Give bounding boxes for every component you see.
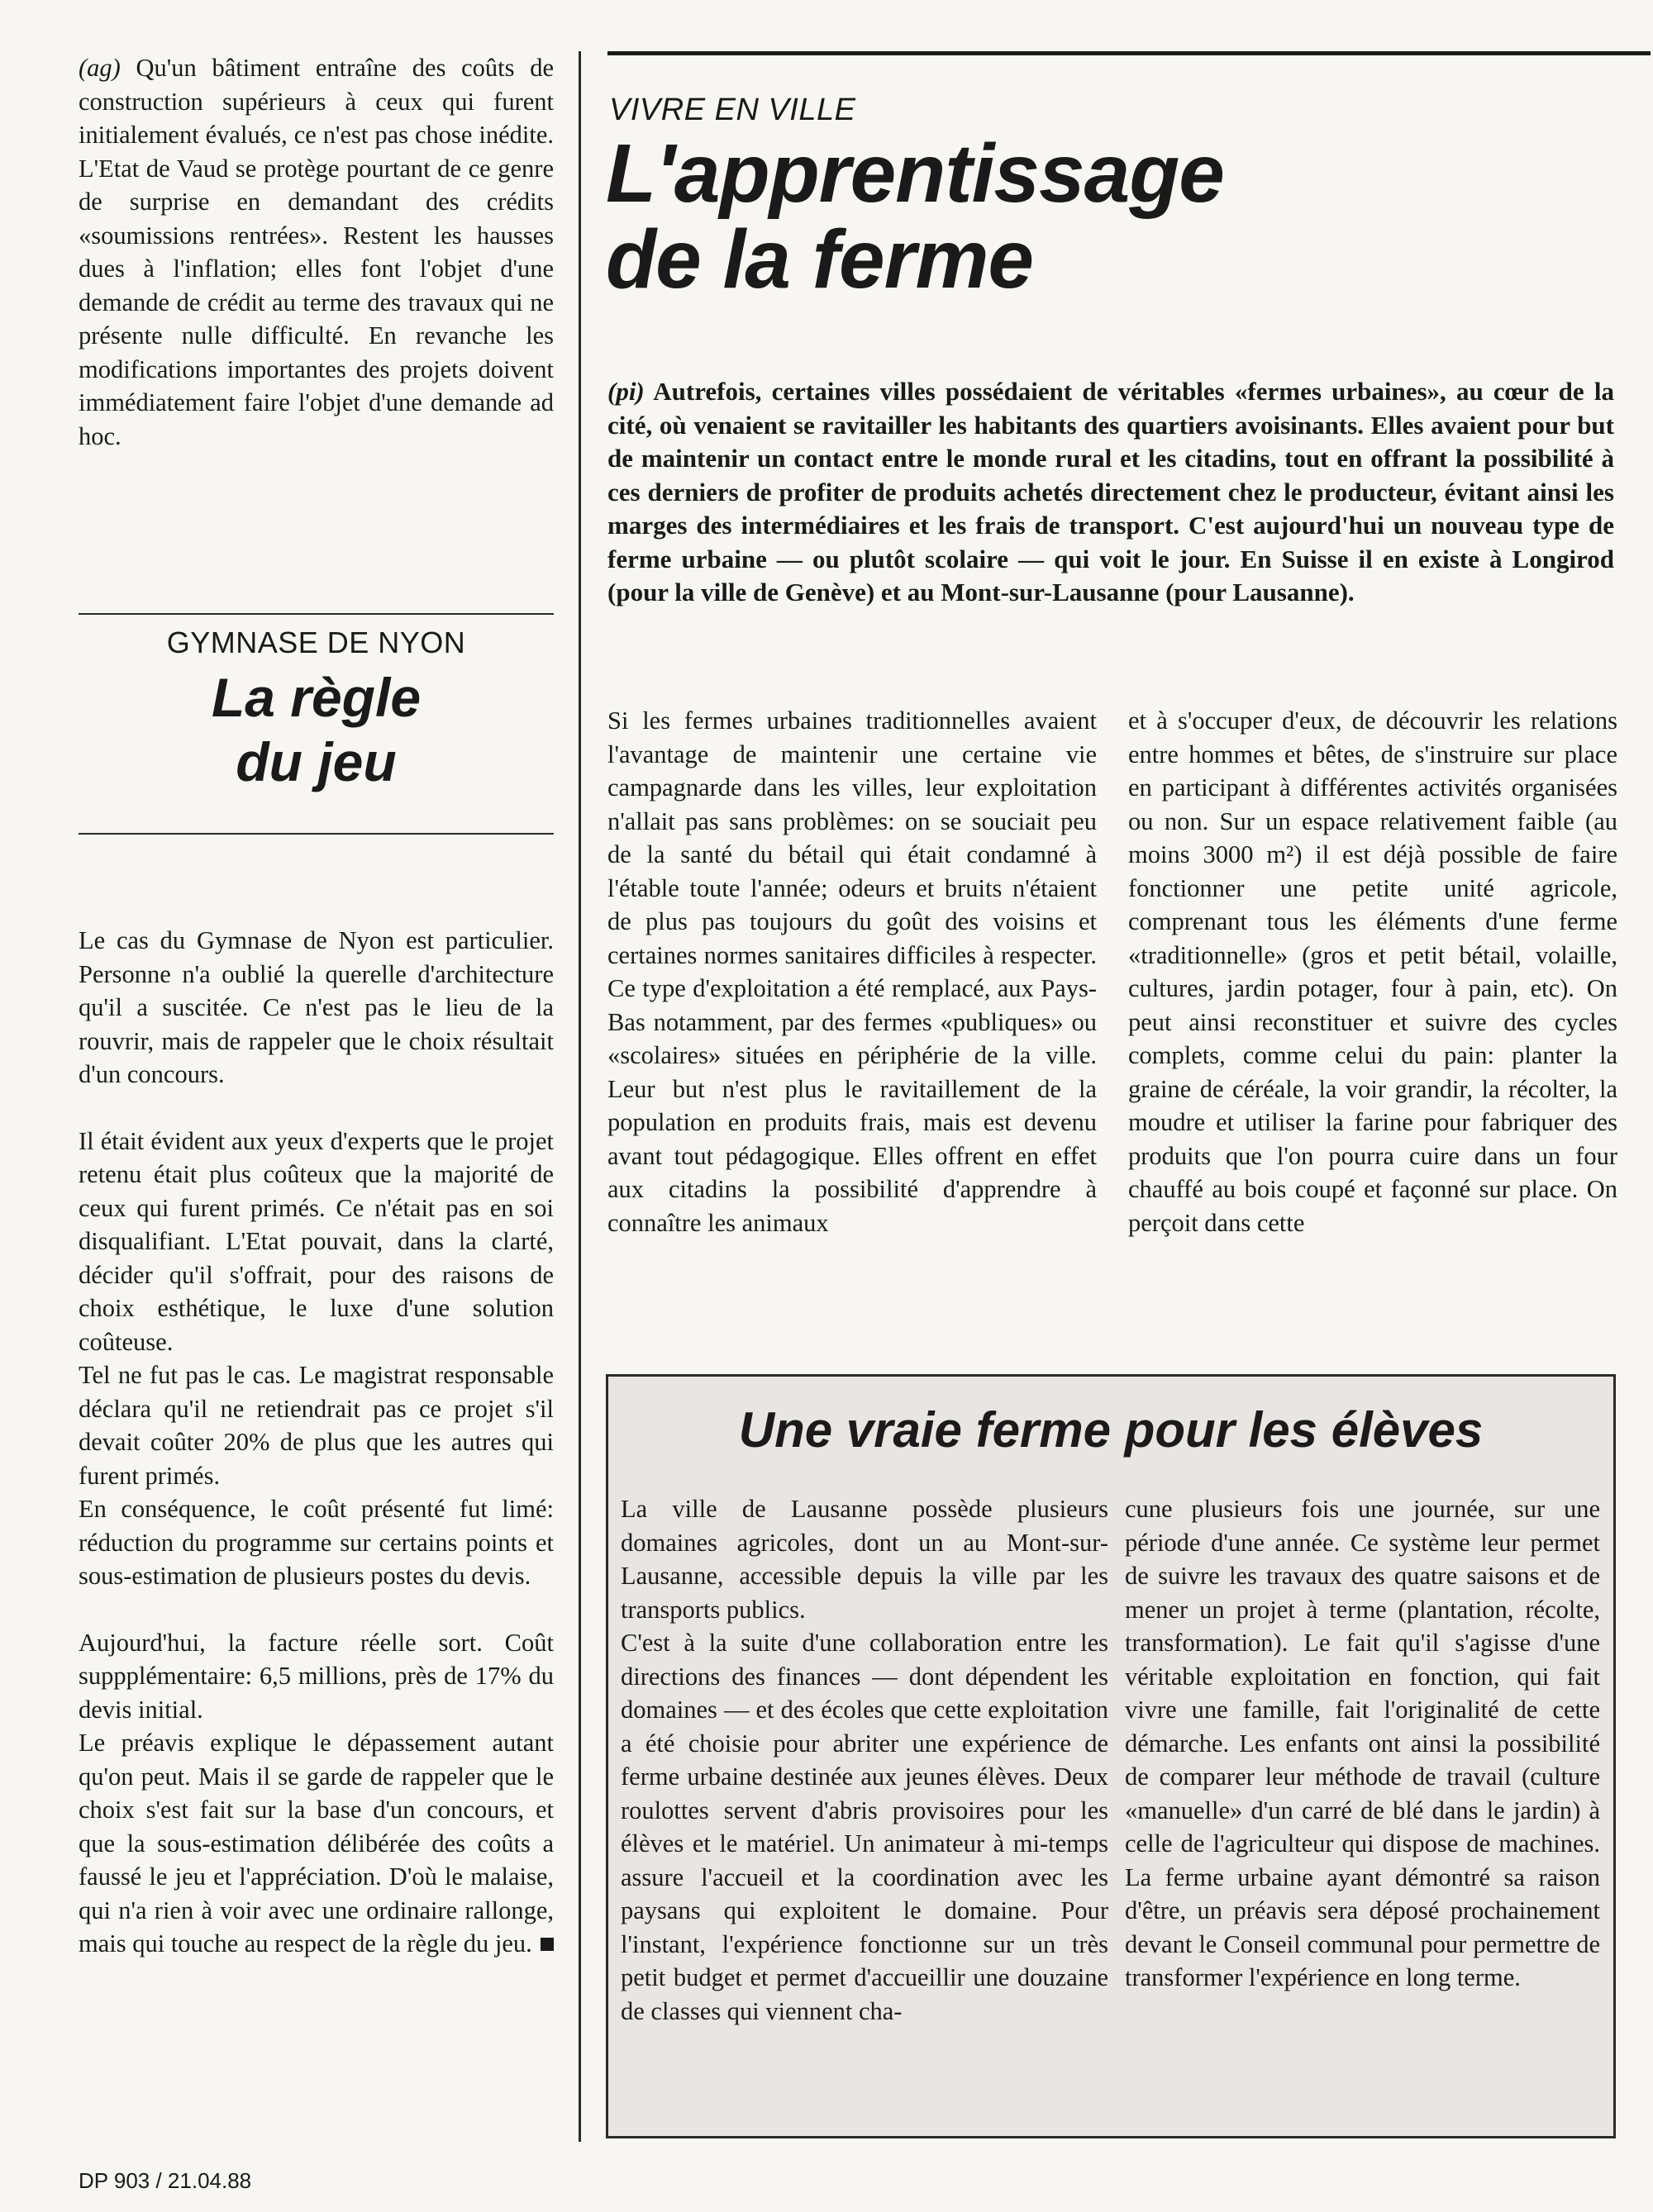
box-paragraph: La ville de Lausanne possède plusieurs domaines agricoles, dont un au Mont-sur-Lausanne, accessible depuis la ville par les transports publics. [621, 1495, 1108, 1624]
left-article-text [79, 51, 554, 453]
section-divider-bottom [79, 833, 554, 835]
lead-text: Autrefois, certaines villes possédaient de véritables «fermes urbaines», au cœur de la cité, où venaient se ravitailler les habitants des quartiers avoisinants. Elles avaient pour but de maintenir un contact entre le monde rural et les citadins, tout en offrant la possibilité à ces derniers de profiter de produits achetés directement chez le producteur, évitant ainsi les marges des intermédiaires et les frais de transport. C'est aujourd'hui un nouveau type de ferme urbaine — ou plutôt scolaire — qui voit le jour. En Suisse il en existe à Longirod (pour la ville de Genève) et au Mont-sur-Lausanne (pour Lausanne). [607, 377, 1614, 607]
article-headline [606, 127, 1598, 306]
page-footer: DP 903 / 21.04.88 [79, 2168, 252, 2193]
gymnase-paragraph: Tel ne fut pas le cas. Le magistrat responsable déclara qu'il ne retiendrait pas ce projet s'il devait coûter 20% de plus que les autres qui furent primés. [79, 1361, 554, 1490]
article-top-rule [607, 51, 1651, 55]
headline-line1: L'apprentissage [606, 127, 1224, 220]
gymnase-paragraph: Aujourd'hui, la facture réelle sort. Coût suppplémentaire: 6,5 millions, près de 17% du devis initial. [79, 1628, 554, 1724]
gymnase-paragraph: Il était évident aux yeux d'experts que le projet retenu était plus coûteux que la majorité de ceux qui furent primés. Ce n'était pas en soi disqualifiant. L'Etat pouvait, dans la clarté, décider qu'il s'offrait, pour des raisons de choix esthétique, le luxe d'une solution coûteuse. [79, 1126, 554, 1356]
section-divider-top [79, 613, 554, 615]
box-col2: cune plusieurs fois une journée, sur une période d'une année. Ce système leur permet de suivre les travaux des quatre saisons et de mener un projet à terme (plantation, récolte, transformation). Le fait qu'il s'agisse d'une véritable exploitation en fonction, qui fait vivre une famille, fait l'originalité de cette démarche. Les enfants ont ainsi la possibilité de comparer leur méthode de travail (culture «manuelle» d'un carré de blé dans le jardin) à celle de l'agriculteur qui dispose de machines. La ferme urbaine ayant démontré sa raison d'être, un préavis sera déposé prochainement devant le Conseil communal pour permettre de transformer l'expérience en long terme. [1125, 1495, 1600, 1991]
box-title: Une vraie ferme pour les élèves [738, 1402, 1484, 1458]
column-divider [579, 51, 581, 2142]
left-article-body: Qu'un bâtiment entraîne des coûts de construction supérieurs à ceux qui furent initialement évalués, ce n'est pas chose inédite. L'Etat de Vaud se protège pourtant de ce genre de surprise en demandant des crédits «soumissions rentrées». Restent les hausses dues à l'inflation; elles font l'objet d'une demande de crédit au terme des travaux qui ne présente nulle difficulté. En revanche les modifications importantes des projets doivent immédiatement faire l'objet d'une demande ad hoc. [79, 54, 554, 450]
left-article-signature: (ag) [79, 54, 121, 82]
gymnase-title-line2: du jeu [236, 731, 397, 792]
lead-signature: (pi) [607, 377, 645, 406]
article-body-col1: Si les fermes urbaines traditionnelles avaient l'avantage de maintenir une certaine vie campagnarde dans les villes, leur exploitation n'allait pas sans problèmes: on se souciait peu de la santé du bétail qui était condamné à l'étable toute l'année; odeurs et bruits n'étaient de plus pas toujours du goût des voisins et certaines normes sanitaires difficiles à respecter. Ce type d'exploitation a été remplacé, aux Pays-Bas notamment, par des fermes «publiques» ou «scolaires» situées en périphérie de la ville. Leur but n'est plus le ravitaillement de la population en produits frais, mais est devenu avant tout pédagogique. Elles offrent en effet aux citadins la possibilité d'apprendre à connaître les animaux [607, 706, 1097, 1237]
gymnase-title-line1: La règle [211, 667, 422, 728]
left-article [79, 51, 554, 453]
sidebar-box [606, 1374, 1616, 2138]
gymnase-paragraph: Le cas du Gymnase de Nyon est particulier. Personne n'a oublié la querelle d'architecture qu'il a suscitée. Ce n'est pas le lieu de la rouvrir, mais de rappeler que le choix résultait d'un concours. [79, 926, 554, 1088]
article-body-col2: et à s'occuper d'eux, de découvrir les relations entre hommes et bêtes, de s'instruire sur place en participant à différentes activités organisées ou non. Sur un espace relativement faible (au moins 3000 m²) il est déjà possible de faire fonctionner une petite unité agricole, comprenant tous les éléments d'une ferme «traditionnelle» (gros et petit bétail, volaille, cultures, jardin potager, four à pain, etc). On peut ainsi reconstituer et suivre des cycles complets, comme celui du pain: planter la graine de céréale, la voir grandir, la récolter, la moudre et utiliser la farine pour fabriquer des produits que l'on pourra cuire dans un four chauffé au bois coupé et façonné sur place. On perçoit dans cette [1128, 706, 1617, 1237]
gymnase-body [79, 924, 554, 1961]
end-mark-icon [541, 1938, 554, 1951]
gymnase-paragraph-last [79, 1726, 554, 1961]
headline-line2: de la ferme [606, 213, 1034, 306]
gymnase-kicker: GYMNASE DE NYON [166, 626, 466, 659]
gymnase-paragraph-text: Le préavis explique le dépassement autant qu'on peut. Mais il se garde de rappeler que le choix s'est fait sur la base d'un concours, et que la sous-estimation délibérée des coûts a faussé le jeu et l'appréciation. D'où le malaise, qui n'a rien à voir avec une ordinaire rallonge, mais qui touche au respect de la règle du jeu. [79, 1729, 554, 1958]
box-col1 [621, 1492, 1108, 2028]
article-lead [607, 375, 1614, 610]
article-kicker: VIVRE EN VILLE [609, 93, 856, 127]
box-paragraph: C'est à la suite d'une collaboration entre les directions des finances — dont dépendent les domaines — et des écoles que cette exploitation a été choisie pour abriter une expérience de ferme urbaine destinée aux jeunes élèves. Deux roulottes servent d'abris provisoires pour les élèves et le matériel. Un animateur à mi-temps assure l'accueil et la coordination avec les paysans qui exploitent le domaine. Pour l'instant, l'expérience fonctionne sur un très petit budget et permet d'accueillir une douzaine de classes qui viennent cha- [621, 1629, 1108, 2025]
gymnase-paragraph: En conséquence, le coût présenté fut limé: réduction du programme sur certains points et sous-estimation de plusieurs postes du devis. [79, 1495, 554, 1590]
gymnase-title [79, 665, 554, 794]
